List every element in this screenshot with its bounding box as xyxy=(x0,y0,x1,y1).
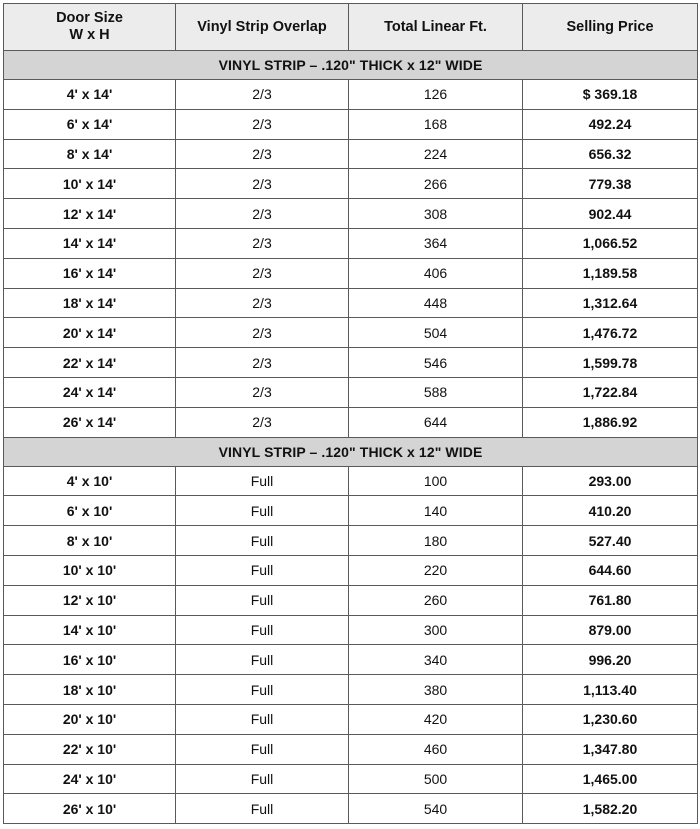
price-cell: 1,230.60 xyxy=(523,704,698,734)
overlap-cell: 2/3 xyxy=(176,258,349,288)
linear-ft-cell: 220 xyxy=(349,555,523,585)
overlap-cell: 2/3 xyxy=(176,318,349,348)
door-size-cell: 26' x 14' xyxy=(4,407,176,437)
table-row xyxy=(4,555,698,585)
price-cell: 293.00 xyxy=(523,466,698,496)
table-row xyxy=(4,288,698,318)
header-door-size-line2: W x H xyxy=(69,27,110,43)
door-size-cell: 8' x 10' xyxy=(4,526,176,556)
price-cell: 1,113.40 xyxy=(523,675,698,705)
header-price: Selling Price xyxy=(523,4,698,51)
door-size-cell: 10' x 10' xyxy=(4,555,176,585)
section-title: VINYL STRIP – .120" THICK x 12" WIDE xyxy=(4,51,698,80)
price-cell: $ 369.18 xyxy=(523,80,698,110)
price-cell: 1,189.58 xyxy=(523,258,698,288)
price-cell: 779.38 xyxy=(523,169,698,199)
door-size-cell: 20' x 14' xyxy=(4,318,176,348)
overlap-cell: 2/3 xyxy=(176,169,349,199)
header-row xyxy=(4,4,698,51)
table-row xyxy=(4,228,698,258)
table-header xyxy=(4,4,698,51)
door-size-cell: 22' x 10' xyxy=(4,734,176,764)
table-row xyxy=(4,318,698,348)
header-linear-ft: Total Linear Ft. xyxy=(349,4,523,51)
linear-ft-cell: 460 xyxy=(349,734,523,764)
header-door-size xyxy=(4,4,176,51)
price-cell: 410.20 xyxy=(523,496,698,526)
price-cell: 761.80 xyxy=(523,585,698,615)
table-row xyxy=(4,109,698,139)
table-row xyxy=(4,496,698,526)
door-size-cell: 12' x 10' xyxy=(4,585,176,615)
overlap-cell: Full xyxy=(176,704,349,734)
overlap-cell: Full xyxy=(176,555,349,585)
overlap-cell: 2/3 xyxy=(176,199,349,229)
door-size-cell: 18' x 14' xyxy=(4,288,176,318)
price-cell: 1,886.92 xyxy=(523,407,698,437)
section-header-row xyxy=(4,51,698,80)
table-row xyxy=(4,764,698,794)
door-size-cell: 18' x 10' xyxy=(4,675,176,705)
door-size-cell: 4' x 10' xyxy=(4,466,176,496)
overlap-cell: Full xyxy=(176,496,349,526)
door-size-cell: 10' x 14' xyxy=(4,169,176,199)
overlap-cell: 2/3 xyxy=(176,377,349,407)
linear-ft-cell: 504 xyxy=(349,318,523,348)
table-row xyxy=(4,258,698,288)
section-title: VINYL STRIP – .120" THICK x 12" WIDE xyxy=(4,437,698,466)
price-cell: 644.60 xyxy=(523,555,698,585)
linear-ft-cell: 260 xyxy=(349,585,523,615)
linear-ft-cell: 266 xyxy=(349,169,523,199)
linear-ft-cell: 644 xyxy=(349,407,523,437)
price-cell: 1,722.84 xyxy=(523,377,698,407)
door-size-cell: 20' x 10' xyxy=(4,704,176,734)
linear-ft-cell: 448 xyxy=(349,288,523,318)
table-row xyxy=(4,407,698,437)
door-size-cell: 14' x 14' xyxy=(4,228,176,258)
overlap-cell: Full xyxy=(176,615,349,645)
overlap-cell: 2/3 xyxy=(176,80,349,110)
door-size-cell: 6' x 14' xyxy=(4,109,176,139)
table-row xyxy=(4,615,698,645)
linear-ft-cell: 168 xyxy=(349,109,523,139)
price-cell: 902.44 xyxy=(523,199,698,229)
linear-ft-cell: 300 xyxy=(349,615,523,645)
price-cell: 1,599.78 xyxy=(523,348,698,378)
door-size-cell: 16' x 10' xyxy=(4,645,176,675)
linear-ft-cell: 100 xyxy=(349,466,523,496)
door-size-cell: 26' x 10' xyxy=(4,794,176,824)
table-row xyxy=(4,348,698,378)
table-row xyxy=(4,526,698,556)
table-row xyxy=(4,704,698,734)
overlap-cell: Full xyxy=(176,585,349,615)
table-row xyxy=(4,645,698,675)
price-cell: 1,312.64 xyxy=(523,288,698,318)
overlap-cell: Full xyxy=(176,734,349,764)
overlap-cell: Full xyxy=(176,526,349,556)
table-body xyxy=(4,51,698,824)
table-row xyxy=(4,377,698,407)
table-row xyxy=(4,794,698,824)
overlap-cell: Full xyxy=(176,645,349,675)
door-size-cell: 24' x 10' xyxy=(4,764,176,794)
overlap-cell: Full xyxy=(176,675,349,705)
door-size-cell: 22' x 14' xyxy=(4,348,176,378)
table-row xyxy=(4,585,698,615)
overlap-cell: 2/3 xyxy=(176,348,349,378)
overlap-cell: 2/3 xyxy=(176,288,349,318)
linear-ft-cell: 406 xyxy=(349,258,523,288)
door-size-cell: 4' x 14' xyxy=(4,80,176,110)
table-row xyxy=(4,675,698,705)
overlap-cell: 2/3 xyxy=(176,228,349,258)
door-size-cell: 12' x 14' xyxy=(4,199,176,229)
price-cell: 1,465.00 xyxy=(523,764,698,794)
price-cell: 492.24 xyxy=(523,109,698,139)
price-cell: 1,066.52 xyxy=(523,228,698,258)
linear-ft-cell: 588 xyxy=(349,377,523,407)
linear-ft-cell: 308 xyxy=(349,199,523,229)
price-cell: 1,582.20 xyxy=(523,794,698,824)
price-cell: 656.32 xyxy=(523,139,698,169)
linear-ft-cell: 126 xyxy=(349,80,523,110)
linear-ft-cell: 500 xyxy=(349,764,523,794)
section-header-row xyxy=(4,437,698,466)
price-table xyxy=(3,3,698,824)
overlap-cell: 2/3 xyxy=(176,407,349,437)
table-row xyxy=(4,139,698,169)
table-row xyxy=(4,734,698,764)
linear-ft-cell: 364 xyxy=(349,228,523,258)
header-door-size-line1: Door Size xyxy=(56,10,123,26)
price-cell: 996.20 xyxy=(523,645,698,675)
linear-ft-cell: 340 xyxy=(349,645,523,675)
price-cell: 1,476.72 xyxy=(523,318,698,348)
door-size-cell: 8' x 14' xyxy=(4,139,176,169)
overlap-cell: Full xyxy=(176,764,349,794)
linear-ft-cell: 180 xyxy=(349,526,523,556)
overlap-cell: 2/3 xyxy=(176,109,349,139)
linear-ft-cell: 140 xyxy=(349,496,523,526)
table-row xyxy=(4,466,698,496)
linear-ft-cell: 546 xyxy=(349,348,523,378)
linear-ft-cell: 380 xyxy=(349,675,523,705)
overlap-cell: Full xyxy=(176,466,349,496)
price-cell: 1,347.80 xyxy=(523,734,698,764)
overlap-cell: 2/3 xyxy=(176,139,349,169)
overlap-cell: Full xyxy=(176,794,349,824)
header-overlap: Vinyl Strip Overlap xyxy=(176,4,349,51)
table-row xyxy=(4,169,698,199)
price-cell: 527.40 xyxy=(523,526,698,556)
table-row xyxy=(4,80,698,110)
linear-ft-cell: 420 xyxy=(349,704,523,734)
door-size-cell: 16' x 14' xyxy=(4,258,176,288)
table-row xyxy=(4,199,698,229)
price-cell: 879.00 xyxy=(523,615,698,645)
linear-ft-cell: 224 xyxy=(349,139,523,169)
linear-ft-cell: 540 xyxy=(349,794,523,824)
door-size-cell: 14' x 10' xyxy=(4,615,176,645)
door-size-cell: 6' x 10' xyxy=(4,496,176,526)
door-size-cell: 24' x 14' xyxy=(4,377,176,407)
